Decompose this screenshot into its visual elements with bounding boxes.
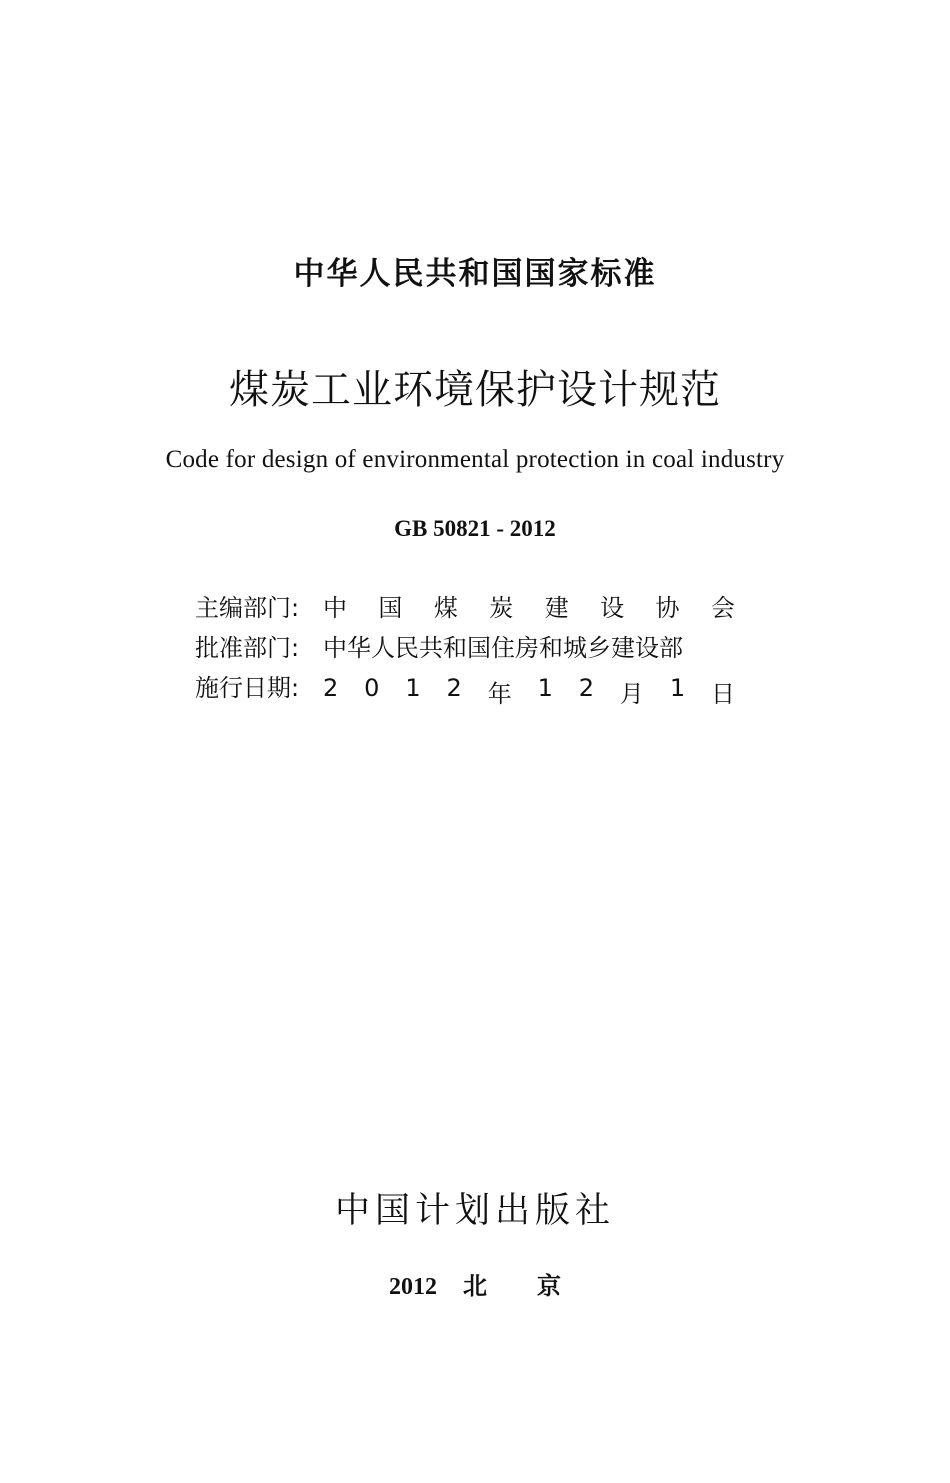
editor-label: 主编部门: [195, 594, 300, 622]
publication-place [0, 1266, 950, 1301]
approver-value: 中华人民共和国住房和城乡建设部 [323, 634, 683, 662]
publication-year: 2012 [389, 1274, 437, 1300]
effective-date-label: 施行日期: [195, 674, 300, 702]
document-metadata [195, 588, 755, 708]
standard-code: GB 50821 - 2012 [394, 516, 556, 541]
editor-char: 会 [710, 594, 735, 622]
date-char: 0 [364, 674, 380, 702]
date-char: 月 [619, 680, 644, 708]
date-char: 2 [323, 674, 339, 702]
document-title-english: Code for design of environmental protection in coal industry [165, 446, 785, 473]
date-char: 1 [405, 674, 421, 702]
approver-row [195, 628, 755, 668]
editor-char: 中 [323, 594, 347, 622]
date-char: 1 [669, 674, 686, 702]
editor-char: 国 [378, 594, 403, 622]
approver-label: 批准部门: [195, 634, 300, 662]
editor-char: 协 [655, 594, 680, 622]
editor-char: 煤 [433, 594, 458, 622]
city-char: 京 [537, 1272, 561, 1300]
date-char: 2 [446, 674, 462, 702]
editor-char: 炭 [489, 594, 514, 622]
date-char: 1 [537, 674, 553, 702]
date-char: 2 [578, 674, 595, 702]
editor-value [323, 588, 735, 623]
date-char: 日 [710, 680, 735, 708]
document-title-chinese: 煤炭工业环境保护设计规范 [229, 367, 721, 413]
city-char: 北 [463, 1272, 487, 1300]
effective-date-value [323, 674, 735, 709]
date-char: 年 [487, 680, 512, 708]
publisher-name: 中国计划出版社 [334, 1191, 615, 1231]
effective-date-row [195, 668, 755, 708]
editor-row [195, 588, 755, 628]
editor-char: 设 [600, 594, 625, 622]
editor-char: 建 [544, 594, 569, 622]
national-standard-heading: 中华人民共和国国家标准 [293, 256, 657, 292]
